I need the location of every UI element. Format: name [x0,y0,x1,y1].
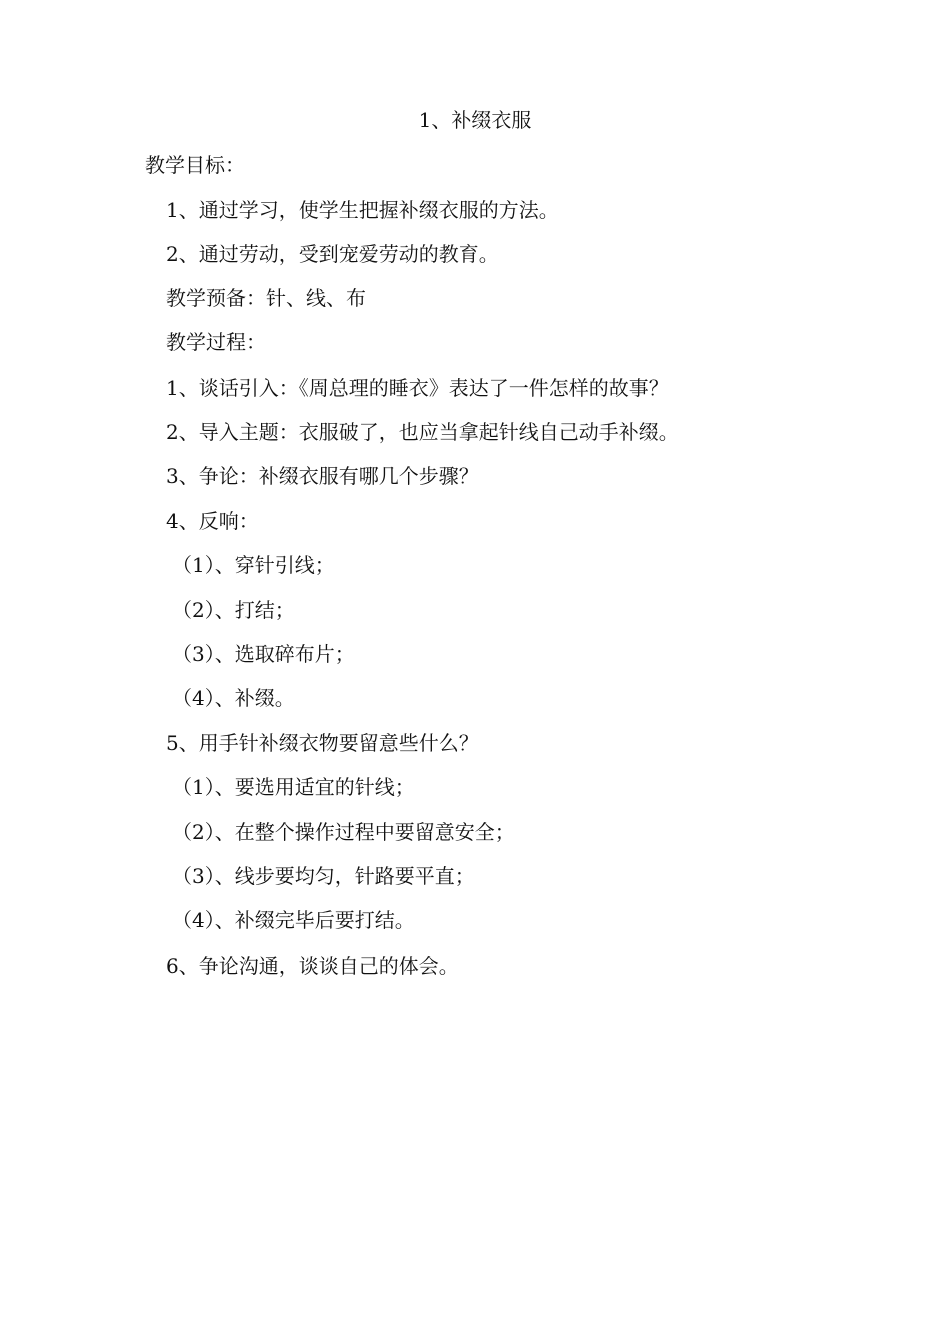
process-step: 4、反响： [166,509,259,533]
sub-step: （4）、补缀完毕后要打结。 [172,908,415,932]
objective-item: 2、通过劳动，受到宠爱劳动的教育。 [166,242,499,266]
sub-step: （4）、补缀。 [172,686,295,710]
process-step: 3、争论：补缀衣服有哪几个步骤？ [166,464,479,488]
sub-step: （1）、穿针引线； [172,553,335,577]
section-heading-process: 教学过程： [166,330,266,354]
sub-step: （1）、要选用适宜的针线； [172,775,415,799]
sub-step: （3）、选取碎布片； [172,642,355,666]
objective-item: 1、通过学习，使学生把握补缀衣服的方法。 [166,198,559,222]
document-title: 1、补缀衣服 [418,108,532,132]
section-heading-preparation: 教学预备：针、线、布 [166,286,366,310]
section-heading-objectives: 教学目标： [145,153,245,177]
sub-step: （2）、打结； [172,598,295,622]
process-step: 2、导入主题：衣服破了，也应当拿起针线自己动手补缀。 [166,420,679,444]
process-step: 6、争论沟通，谈谈自己的体会。 [166,954,459,978]
sub-step: （2）、在整个操作过程中要留意安全； [172,820,515,844]
process-step: 1、谈话引入：《周总理的睡衣》表达了一件怎样的故事？ [166,376,669,400]
process-step: 5、用手针补缀衣物要留意些什么？ [166,731,479,755]
sub-step: （3）、线步要均匀，针路要平直； [172,864,475,888]
